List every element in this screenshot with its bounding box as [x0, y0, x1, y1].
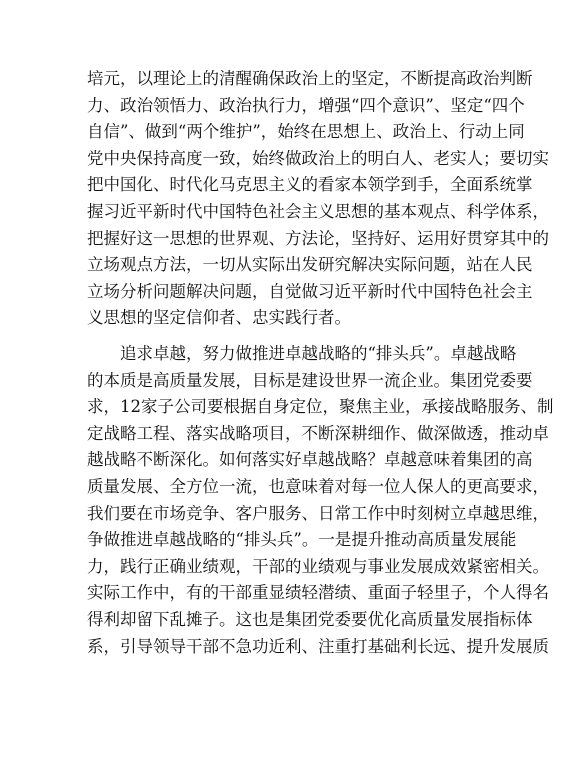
paragraph-line: 立场分析问题解决问题，自觉做习近平新时代中国特色社会主 — [87, 281, 533, 301]
paragraph-line: 把握好这一思想的世界观、方法论，坚持好、运用好贯穿其中的 — [87, 228, 549, 248]
paragraph-line: 争做推进卓越战略的“排头兵”。一是提升推动高质量发展能 — [87, 530, 517, 550]
paragraph-line: 义思想的坚定信仰者、忠实践行者。 — [87, 308, 351, 328]
paragraph-line: 力，践行正确业绩观，干部的业绩观与事业发展成效紧密相关。 — [87, 556, 549, 576]
paragraph-line: 追求卓越，努力做推进卓越战略的“排头兵”。卓越战略 — [120, 344, 517, 363]
paragraph-1 — [87, 66, 549, 332]
paragraph-line: 握习近平新时代中国特色社会主义思想的基本观点、科学体系， — [87, 201, 549, 221]
paragraph-2 — [87, 341, 554, 660]
paragraph-line: 系，引导领导干部不急功近利、注重打基础利长远、提升发展质 — [87, 636, 549, 656]
paragraph-line: 实际工作中，有的干部重显绩轻潜绩、重面子轻里子，个人得名 — [87, 583, 549, 603]
paragraph-line: 把中国化、时代化马克思主义的看家本领学到手，全面系统掌 — [87, 175, 533, 195]
paragraph-line: 自信”、做到“两个维护”，始终在思想上、政治上、行动上同 — [87, 122, 525, 142]
paragraph-line: 定战略工程、落实战略项目，不断深耕细作、做深做透，推动卓 — [87, 423, 549, 443]
paragraph-line: 力、政治领悟力、政治执行力，增强“四个意识”、坚定“四个 — [87, 95, 525, 115]
paragraph-line: 越战略不断深化。如何落实好卓越战略？卓越意味着集团的高 — [87, 450, 533, 470]
paragraph-line: 的本质是高质量发展，目标是建设世界一流企业。集团党委要 — [87, 370, 533, 390]
paragraph-line: 得利却留下乱摊子。这也是集团党委要优化高质量发展指标体 — [87, 609, 533, 629]
paragraph-line: 我们要在市场竞争、客户服务、日常工作中时刻树立卓越思维， — [87, 503, 549, 523]
paragraph-line: 立场观点方法，一切从实际出发研究解决实际问题，站在人民 — [87, 255, 533, 275]
paragraph-line: 培元，以理论上的清醒确保政治上的坚定，不断提高政治判断 — [87, 69, 533, 88]
paragraph-line: 党中央保持高度一致，始终做政治上的明白人、老实人；要切实 — [87, 148, 549, 168]
paragraph-line: 求，12家子公司要根据自身定位，聚焦主业，承接战略服务、制 — [87, 397, 554, 417]
paragraph-line: 质量发展、全方位一流，也意味着对每一位人保人的更高要求， — [87, 476, 549, 496]
